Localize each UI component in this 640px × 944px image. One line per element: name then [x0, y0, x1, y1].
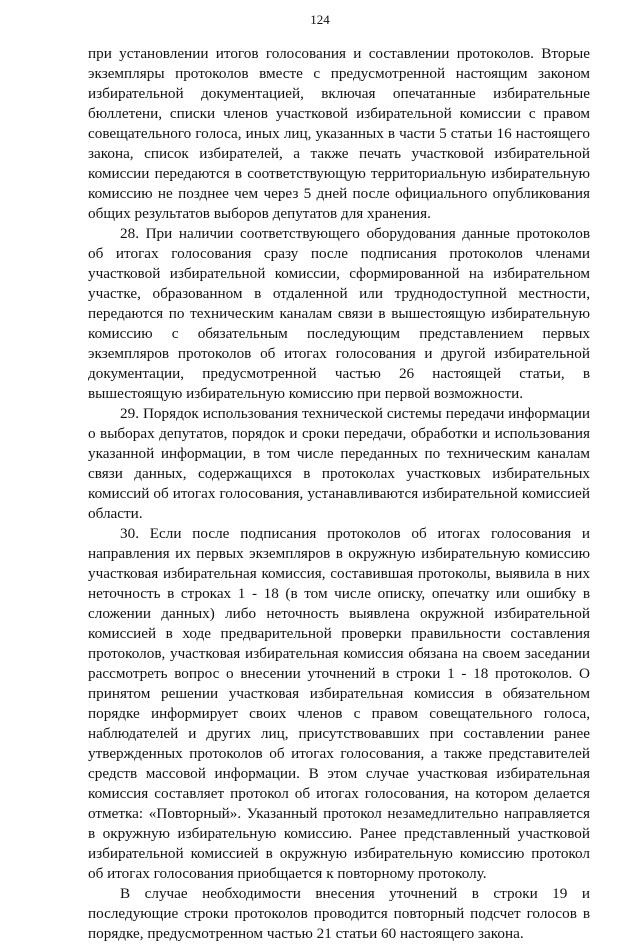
paragraph-29: 29. Порядок использования технической системы передачи информации о выборах депутатов, порядок и сроки передачи, обработки и использования указанной информации, в том числе переданных по техническим каналам связи данных, содержащихся в протоколах участковых избирательных комиссий об итогах голосования, устанавливаются избирательной комиссией области. [88, 405, 590, 522]
body-text [88, 44, 590, 944]
paragraph-continuation: при установлении итогов голосования и составлении протоколов. Вторые экземпляры протоколов вместе с предусмотренной настоящим законом избирательной документацией, включая опечатанные избирательные бюллетени, списки членов участковой избирательной комиссии с правом совещательного голоса, иных лиц, указанных в части 5 статьи 16 настоящего закона, список избирателей, а также печать участковой избирательной комиссии передаются в соответствующую территориальную избирательную комиссию не позднее чем через 5 дней после официального опубликования общих результатов выборов депутатов для хранения. [88, 45, 590, 222]
paragraph-30: 30. Если после подписания протоколов об итогах голосования и направления их первых экземпляров в окружную избирательную комиссию участковая избирательная комиссия, составившая протоколы, выявила в них неточность в строках 1 - 18 (в том числе описку, опечатку или ошибку в сложении данных) либо неточность выявлена окружной избирательной комиссией в ходе предварительной проверки правильности составления протоколов, участковая избирательная комиссия обязана на своем заседании рассмотреть вопрос о внесении уточнений в строки 1 - 18 протоколов. О принятом решении участковая избирательная комиссия в обязательном порядке информирует своих членов с правом совещательного голоса, наблюдателей и других лиц, присутствовавших при составлении ранее утвержденных протоколов об итогах голосования, а также представителей средств массовой информации. В этом случае участковая избирательная комиссия составляет протокол об итогах голосования, на котором делается отметка: «Повторный». Указанный протокол незамедлительно направляется в окружную избирательную комиссию. Ранее представленный участковой избирательной комиссией в окружную избирательную комиссию протокол об итогах голосования приобщается к повторному протоколу. [88, 525, 590, 882]
page-number: 124 [310, 12, 330, 27]
paragraph-recount: В случае необходимости внесения уточнений в строки 19 и последующие строки протоколов проводится повторный подсчет голосов в порядке, предусмотренном частью 21 статьи 60 настоящего закона. [88, 885, 590, 942]
paragraph-28: 28. При наличии соответствующего оборудования данные протоколов об итогах голосования сразу после подписания протоколов членами участковой избирательной комиссии, сформированной на избирательном участке, образованном в отдаленной или труднодоступной местности, передаются по техническим каналам связи в вышестоящую избирательную комиссию с обязательным последующим представлением первых экземпляров протоколов об итогах голосования и другой избирательной документации, предусмотренной частью 26 настоящей статьи, в вышестоящую избирательную комиссию при первой возможности. [88, 225, 590, 402]
